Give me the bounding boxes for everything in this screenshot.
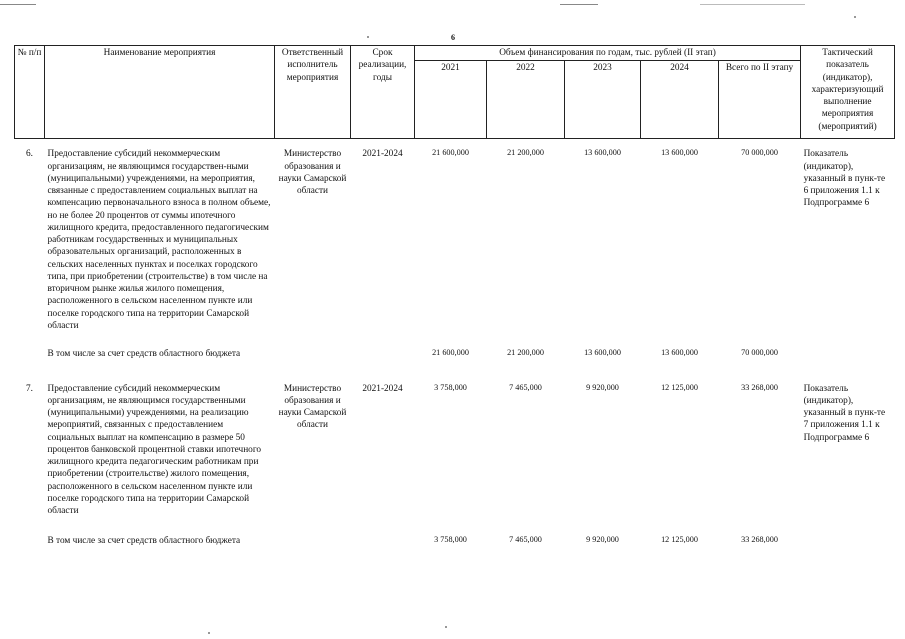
scan-speck — [854, 16, 856, 18]
row-indicator: Показатель (индикатор), указанный в пунк-те 6 приложения 1.1 к Подпрограмме 6 — [803, 149, 886, 209]
subtotal-total: 33 268,000 — [741, 535, 778, 545]
row-value-2023: 13 600,000 — [584, 148, 621, 158]
header-year: 2022 — [487, 61, 565, 139]
header-term: Срок реализации, годы — [351, 46, 415, 139]
spacer-row — [15, 518, 895, 534]
subtotal-total: 70 000,000 — [741, 348, 778, 358]
spacer-row — [15, 333, 895, 347]
subtotal-value-2022: 21 200,000 — [507, 348, 544, 358]
row-term: 2021-2024 — [362, 383, 403, 394]
funding-table — [14, 45, 895, 549]
scan-speck — [445, 626, 447, 628]
header-year: 2021 — [415, 61, 487, 139]
row-total: 33 268,000 — [741, 382, 778, 392]
row-value-2021: 3 758,000 — [434, 382, 467, 392]
subtotal-value-2024: 13 600,000 — [661, 348, 698, 358]
subtotal-value-2021: 3 758,000 — [434, 535, 467, 545]
header-indicator: Тактический показатель (индикатор), характеризующий выполнение мероприятия (мероприятий) — [801, 46, 895, 139]
row-num: 7. — [26, 383, 33, 394]
page-number: 6 — [451, 33, 455, 42]
top-scan-line-left — [0, 4, 36, 5]
row-num: 6. — [26, 149, 33, 160]
header-year: 2023 — [565, 61, 641, 139]
row-total: 70 000,000 — [741, 148, 778, 158]
scan-speck — [367, 36, 369, 38]
subtotal-label: В том числе за счет средств областного бюджета — [47, 349, 241, 360]
row-responsible: Министерство образования и науки Самарской области — [278, 149, 347, 197]
row-value-2021: 21 600,000 — [432, 148, 469, 158]
header-name: Наименование мероприятия — [45, 46, 275, 139]
header-year: 2024 — [641, 61, 719, 139]
spacer-row — [15, 362, 895, 382]
row-value-2024: 12 125,000 — [661, 382, 698, 392]
subtotal-row — [15, 534, 895, 548]
header-row — [15, 46, 895, 61]
row-value-2022: 7 465,000 — [509, 382, 542, 392]
row-value-2023: 9 920,000 — [586, 382, 619, 392]
top-scan-line-right — [700, 4, 805, 5]
row-responsible: Министерство образования и науки Самарской области — [278, 383, 347, 431]
subtotal-row — [15, 347, 895, 361]
table-row — [15, 382, 895, 519]
subtotal-label: В том числе за счет средств областного бюджета — [47, 536, 241, 547]
spacer-row — [15, 139, 895, 148]
header-num: № п/п — [15, 46, 45, 139]
top-scan-line-center — [560, 4, 598, 5]
subtotal-value-2023: 9 920,000 — [586, 535, 619, 545]
scan-speck — [208, 632, 210, 634]
row-value-2024: 13 600,000 — [661, 148, 698, 158]
subtotal-value-2023: 13 600,000 — [584, 348, 621, 358]
row-name: Предоставление субсидий некоммерческим организациям, не являющимся государственными (муниципальными) учреждениями, на реализацию мероприятий, связанных с предоставлением социальных выплат на компенсацию в размере 50 процентов банковской процентной ставки ипотечного жилищного кредита педагогическим работникам при приобретении (строительстве) жилого помещения, расположенного в сельском населенном пункте или поселке городского типа на территории Самарской области — [47, 383, 262, 517]
subtotal-value-2021: 21 600,000 — [432, 348, 469, 358]
row-term: 2021-2024 — [362, 149, 403, 160]
subtotal-value-2024: 12 125,000 — [661, 535, 698, 545]
row-value-2022: 21 200,000 — [507, 148, 544, 158]
header-responsible: Ответственный исполнитель мероприятия — [275, 46, 351, 139]
header-total: Всего по II этапу — [719, 61, 801, 139]
subtotal-value-2022: 7 465,000 — [509, 535, 542, 545]
row-indicator: Показатель (индикатор), указанный в пунк-те 7 приложения 1.1 к Подпрограмме 6 — [803, 383, 886, 443]
row-name: Предоставление субсидий некоммерческим организациям, не являющимся государствен-ными (муниципальными) учреждениями, на мероприятия, связанные с предоставлением социальных выплат на компенсацию первоначального взноса в полном объеме, но не более 20 процентов от суммы ипотечного жилищного кредита, предоставленного педагогическим работникам государственных и муниципальных образовательных организаций, расположенных в сельских населенных пунктах и поселках городского типа, при приобретении (строительстве) в том числе на вторичном рынке жилья жилого помещения, расположенного в сельском населенном пункте или поселке городского типа на территории Самарской области — [47, 149, 271, 331]
header-funding: Объем финансирования по годам, тыс. рублей (II этап) — [415, 46, 801, 61]
table-row — [15, 147, 895, 333]
